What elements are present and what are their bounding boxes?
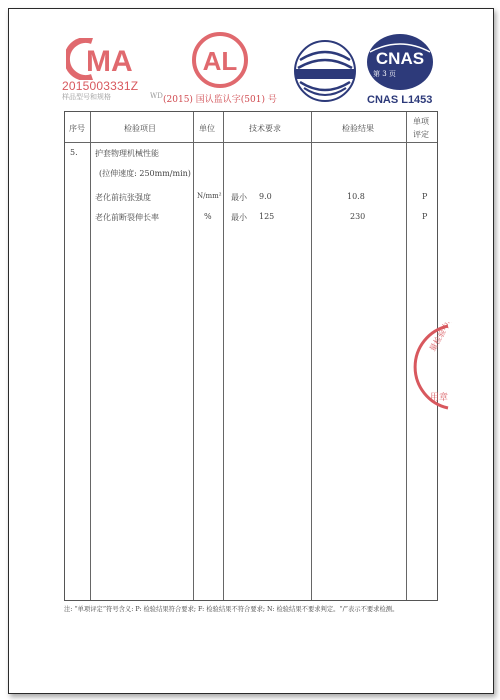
header-serial-no: 序号 [69,124,85,133]
row1-serial-no: 5. [70,148,78,157]
seal-text-bottom: 用章 [430,393,449,403]
faint-model-label: WD [150,92,163,100]
row3-requirement-value: 9.0 [259,192,272,201]
faint-sample-label: 样品型号和规格 [62,93,111,101]
row3-requirement-label: 最小 [231,193,247,202]
row4-requirement-label: 最小 [231,213,247,222]
cnas-logo [364,32,436,94]
evaluation-legend-note: 注: “单项评定”符号含义: P: 检验结果符合要求; F: 检验结果不符合要求; N: 检验结果不要求判定。“/”表示不要求检测。 [64,606,399,613]
row4-evaluation: P [422,212,428,221]
row1-test-item: 护套物理机械性能 [95,149,159,158]
header-test-result: 检验结果 [342,124,374,133]
cal-logo-text: AL [202,46,238,76]
row3-unit: N/mm² [197,192,222,200]
header-technical-requirement: 技术要求 [249,124,281,133]
cma-certificate-code: 2015003331Z [62,79,139,93]
header-evaluation-line1: 单项 [413,117,429,126]
inspection-seal-stamp [408,322,468,416]
row4-requirement-value: 125 [259,212,275,221]
row3-result: 10.8 [347,192,365,201]
header-unit: 单位 [199,124,215,133]
cma-logo [66,38,140,80]
cma-logo-text: MA [86,45,133,78]
header-test-item: 检验项目 [124,124,156,133]
approval-number: (2015) 国认监认字(501) 号 [163,95,277,105]
row3-evaluation: P [422,192,428,201]
cal-logo [190,30,250,90]
cnas-accreditation-code: CNAS L1453 [367,94,433,106]
row2-test-item: (拉伸速度: 250mm/min) [99,169,191,178]
seal-text-top: 量检验中心 [427,322,456,353]
row4-test-item: 老化前断裂伸长率 [95,213,159,222]
test-results-table [64,111,438,601]
ilac-mra-logo [290,38,360,104]
row3-test-item: 老化前抗张强度 [95,193,151,202]
row4-unit: % [204,212,212,221]
cnas-logo-text: CNAS [375,49,425,68]
row4-result: 230 [350,212,366,221]
page-number: 第 3 页 [373,70,396,78]
header-evaluation-line2: 评定 [413,130,429,139]
